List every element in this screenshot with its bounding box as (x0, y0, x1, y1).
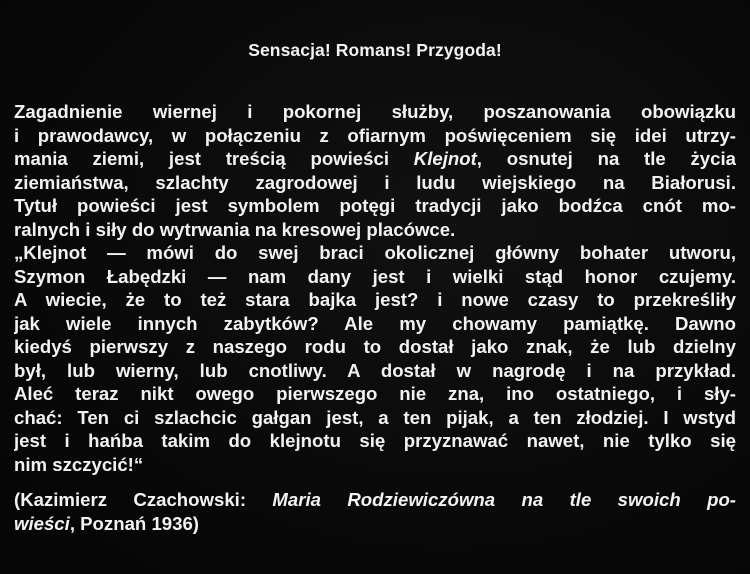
quote-line: jest i hańba takim do klejnotu się przyznawać nawet, nie tylko się (14, 430, 736, 451)
quote-line: nim szczycić!“ (14, 453, 144, 475)
text-segment: mania ziemi, jest treścią powieści (14, 148, 414, 169)
quote-line: był, lub wierny, lub cnotliwy. A dostał w nagrodę i na przykład. (14, 359, 736, 381)
quote-line: A wiecie, że to też stara bajka jest? i nowe czasy to przekreśliły (14, 289, 736, 310)
headline: Sensacja! Romans! Przygoda! (248, 40, 502, 60)
text-segment: , osnutej na tle życia (476, 148, 736, 169)
quote-line: Aleć teraz nikt owego pierwszego nie zna, ino ostatniego, i sły- (14, 383, 736, 404)
text-line: ralnych i siły do wytrwania na kresowej placówce. (14, 218, 456, 240)
text-line: Zagadnienie wiernej i pokornej służby, poszanowania obowiązku (14, 101, 736, 122)
text-line: Tytuł powieści jest symbolem potęgi tradycji jako bodźca cnót mo- (14, 195, 736, 216)
citation (14, 488, 736, 535)
quote-line: jak wiele innych zabytków? Ale my chowamy pamiątkę. Dawno (14, 312, 736, 334)
quote-line: „Klejnot — mówi do swej braci okolicznej główny bohater utworu, (14, 242, 736, 263)
citation-publication: , Poznań 1936) (69, 512, 199, 534)
book-title: Klejnot (413, 148, 477, 169)
citation-title: Maria Rodziewiczówna na tle swoich po- (272, 489, 736, 510)
quote-line: Szymon Łabędzki — nam dany jest i wielki stąd honor czujemy. (14, 265, 736, 287)
citation-line (14, 488, 736, 512)
text-line: ziemiaństwa, szlachty zagrodowej i ludu wiejskiego na Białorusi. (14, 171, 736, 193)
quote-line: chać: Ten ci szlachcic gałgan jest, a ten pijak, a ten złodziej. I wstyd (14, 406, 736, 428)
text-line (14, 147, 736, 171)
description-paragraph (14, 100, 736, 476)
text-line: i prawodawcy, w połączeniu z ofiarnym poświęceniem się idei utrzy- (14, 124, 736, 146)
quote-line: kiedyś pierwszy z naszego rodu to dostał jako znak, że lub dzielny (14, 336, 736, 357)
citation-author: (Kazimierz Czachowski: (14, 489, 273, 510)
citation-line (14, 512, 736, 536)
citation-title: wieści (14, 512, 70, 534)
